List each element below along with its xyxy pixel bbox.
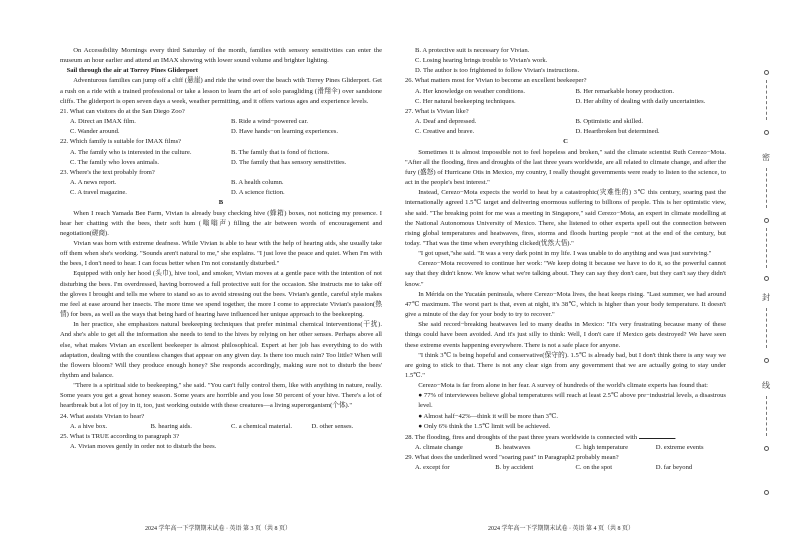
option: B. The family that is fond of fictions. [231, 148, 330, 156]
paragraph: Adventurous families can jump off a cliff (悬崖) and ride the wind over the beach with Torrey Pines Gliderport. Get a rush on a ride with a trained professional or take a lesson to learn the art of solo paragliding (滑翔伞) over sandstone cliffs. The gliderport is open seven days a week, weather permitting, and it offers various ages and experience levels. [60, 77, 382, 105]
option: A. Her knowledge on weather conditions. [415, 87, 526, 95]
paragraph: Vivian was born with extreme deafness. While Vivian is able to hear with the help of hearing aids, she usually take off them when she's working. "Sounds aren't natural to me," she explains. "I just love the peace and quiet. When I'm with the bees, I don't need to hear. I can focus better when I'm not constantly disturbed." [60, 239, 382, 268]
paragraph: Equipped with only her hood (头巾), hive tool, and smoker, Vivian moves at a gentle pace with the intention of not disturbing the bees. I'm overdressed, having borrowed a full protective suit for the occasion. She instructs me to take off the gloves I brought and tells me where to stand so as to avoid stressing out the bees. Vivian's gentle, careful style makes me feel at ease around her insects. The more time we spend together, the more I come to appreciate Vivian's passion(热情) for bees, as well as the ways that being hard of hearing have influenced her unique approach to the beekeeping. [60, 270, 382, 319]
binding-margin [758, 40, 778, 510]
option: D. other senses. [311, 422, 354, 430]
option: B. A health column. [231, 179, 284, 187]
option: B. Ride a wind−powered car. [231, 118, 308, 126]
binding-ring [764, 276, 769, 281]
option: A. climate change [415, 444, 463, 452]
option: B. Optimistic and skilled. [575, 118, 644, 126]
option: A. Direct an IMAX film. [70, 118, 136, 126]
question-22-options [60, 148, 382, 168]
question-22: 22. Which family is suitable for IMAX films? [60, 138, 182, 146]
option: C. Wander around. [70, 128, 120, 136]
question-25-option-a [60, 442, 382, 452]
section-c-label: C [563, 138, 568, 146]
option: B. Her remarkable honey production. [575, 87, 675, 95]
intro-paragraph: On Accessibility Mornings every third Saturday of the month, families with sensory sensitivities can enter the museum an hour earlier and attend an IMAX showing with lower sound volume and brighter lighting. [60, 47, 382, 65]
survey-bullet: ● Almost half−42%—think it will be more than 3℃. [418, 412, 558, 420]
option: D. far beyond [655, 464, 693, 472]
answer-blank [639, 432, 675, 439]
paragraph: She said record−breaking heatwaves led to many deaths in Mexico: "It's very frustrating because many of these things could have been avoided. And it's just silly to think: Well, I don't care if Mexico gets destroyed? We have seen these extreme events happening everywhere. There is not a safe place for anyone. [405, 321, 726, 349]
binding-ring [764, 130, 769, 135]
option: D. Her ability of dealing with daily uncertainties. [575, 97, 706, 105]
binding-line [766, 168, 767, 208]
right-column [405, 46, 726, 474]
question-28: 28. The flooding, fires and droughts of the past three years worldwide is connected with . [405, 433, 677, 441]
option: B. hearing aids. [150, 422, 192, 430]
question-28-text: 28. The flooding, fires and droughts of the past three years worldwide is connected with [405, 433, 638, 441]
question-21-options [60, 117, 382, 137]
paragraph: Sometimes it is almost impossible not to feel hopeless and broken," said the climate scientist Ruth Cerezo−Mota. "After all the flooding, fires and droughts of the last three years worldwide, are all related to climate change, and after the fury (盛怒) of Hurricane Otis in Mexico, my country, I really thought governments were ready to listen to the science, to act in the people's best interest." [405, 148, 726, 187]
binding-ring [764, 490, 769, 495]
question-27: 27. What is Vivian like? [405, 107, 469, 115]
survey-bullet: ● 77% of interviewees believe global temperatures will reach at least 2.5℃ above pre−industrial levels, a disastrous level. [418, 392, 726, 410]
question-28-options [405, 443, 726, 453]
question-29-options [405, 463, 726, 473]
option: A. The family who is interested in the culture. [70, 148, 192, 156]
binding-ring [764, 70, 769, 75]
page-footer-right: 2024 学年高一下学期期末试卷 · 英语 第 4 页（共 8 页） [488, 526, 634, 532]
page-footer-left: 2024 学年高一下学期期末试卷 · 英语 第 3 页（共 8 页） [145, 526, 291, 532]
binding-ring [764, 358, 769, 363]
question-23-options [60, 178, 382, 198]
binding-line [766, 228, 767, 268]
paragraph: In Mérida on the Yucatán peninsula, where Cerezo−Mota lives, the heat keeps rising. "Last summer, we had around 47℃ maximum. The worst part is that, even at night, it's 38℃, which is higher than your body temperature. It doesn't give a minute of the day for your body to try to recover." [405, 290, 726, 319]
option: D. A science fiction. [231, 189, 285, 197]
binding-line [766, 308, 767, 348]
question-29: 29. What does the underlined word "soaring past" in Paragraph2 probably mean? [405, 454, 619, 462]
paragraph: "I think 3℃ is being hopeful and conservative(保守的). 1.5℃ is already bad, but I don't think there is any way we are going to stick to that. There is not any clear sign from any government that we are actually going to stay under 1.5℃." [405, 351, 726, 379]
paragraph: "There is a spiritual side to beekeeping," she said. "You can't fully control them, like with anything in nature, really. Some years you get a great honey season. Some years are horrible and you lose 50 percent of your hive. There's a lot of heartbreak but a lot of joy in it, too, just working outside with these creatures—a living superorganism(个体)." [60, 382, 382, 410]
option: D. extreme events [655, 444, 704, 452]
option: C. a chemical material. [231, 422, 292, 430]
option: C. The family who loves animals. [70, 158, 160, 166]
option: D. Have hands−on learning experiences. [231, 128, 338, 136]
option: D. The author is too frightened to follow Vivian's instructions. [415, 67, 580, 75]
paragraph: Instead, Cerezo−Mota expects the world to heat by a catastrophic(灾难性的) 3℃ this century, soaring past the internationally agreed 1.5℃ target and delivering enormous suffering to billions of people. This is her optimistic view, she said. "The breaking point for me was a meeting in Singapore," said Cerezo−Mota, an expert in climate modelling at the National Autonomous University of Mexico. There, she listened to other experts spell out the connection between rising global temperatures and heatwaves, fires, storms and floods hurting people −not at the end of the century, but today. "That was the time when everything clicked(忧然大悟)." [405, 189, 726, 247]
binding-char: 线 [762, 381, 770, 390]
question-23: 23. Where's the text probably from? [60, 168, 155, 176]
question-24-options [60, 422, 382, 432]
paragraph: When I reach Yamada Bee Farm, Vivian is already busy checking hive (蜂箱) boxes, not noticing my presence. I hear her chatting with the bees, their soft hum (嗡嗡声) filling the air between words of encouragement and negotiation(磋商). [60, 209, 382, 237]
option: C. A travel magazine. [70, 189, 127, 197]
option: C. high temperature [575, 444, 629, 452]
option: B. A protective suit is necessary for Vivian. [415, 47, 530, 54]
question-27-options [405, 117, 726, 137]
option: C. Creative and brave. [415, 128, 475, 136]
question-21: 21. What can visitors do at the San Diego Zoo? [60, 107, 185, 115]
question-26-options [405, 87, 726, 107]
paragraph: In her practice, she emphasizes natural beekeeping techniques that prefer minimal chemical interventions(干扰). And she's able to get all the information she needs to tend to the hives by relying on her other senses. Perhaps above all else, what makes Vivian an excellent beekeeper is almost philosophical. Expert at her job has everything to do with adaptation, dealing with the countless changes that appear on any given day. Is there too much rain? Too little? When will the flowers bloom? Will they produce enough honey? She responds accordingly, making sure not to disturb the bees' rhythm and balance. [60, 321, 382, 379]
option: D. Heartbroken but determined. [575, 128, 660, 136]
option: D. The family that has sensory sensitivities. [231, 158, 347, 166]
option: A. a hive box. [70, 422, 108, 430]
question-26: 26. What matters most for Vivian to become an excellent beekeeper? [405, 77, 587, 85]
question-24: 24. What assists Vivian to hear? [60, 412, 145, 420]
paragraph: Cerezo−Mota recovered to continue her work: "We keep doing it because we have to do it, so the powerful cannot say that they didn't know. We know what we're talking about. They can say they don't care, but they can't say they didn't know." [405, 260, 726, 288]
paragraph: Cerezo−Mota is far from alone in her fear. A survey of hundreds of the world's climate experts has found that: [418, 382, 709, 390]
option: C. Her natural beekeeping techniques. [415, 97, 516, 105]
paragraph: "I got upset,"she said. "It was a very dark point in my life. I was unable to do anything and was just surviving." [418, 250, 712, 258]
option: A. A news report. [70, 179, 117, 187]
binding-char: 封 [762, 293, 770, 302]
section-heading: Sail through the air at Torrey Pines Gliderport [66, 67, 198, 75]
option: B. by accident [495, 464, 534, 472]
question-25: 25. What is TRUE according to paragraph 3? [60, 432, 180, 440]
option: A. except for [415, 464, 450, 472]
question-25-options-continued [405, 46, 726, 76]
survey-bullet: ● Only 6% think the 1.5℃ limit will be achieved. [418, 422, 551, 430]
option: C. on the spot [575, 464, 613, 472]
binding-line [766, 80, 767, 120]
binding-char: 密 [762, 153, 770, 162]
option: A. Deaf and depressed. [415, 118, 477, 126]
binding-line [766, 396, 767, 436]
option: C. Losing hearing brings trouble to Vivian's work. [415, 57, 548, 65]
option: A. Vivian moves gently in order not to disturb the bees. [70, 443, 217, 451]
option: B. heatwaves [495, 444, 531, 452]
binding-ring [764, 218, 769, 223]
binding-ring [764, 446, 769, 451]
left-column [60, 46, 382, 452]
section-b-label: B [218, 199, 224, 207]
